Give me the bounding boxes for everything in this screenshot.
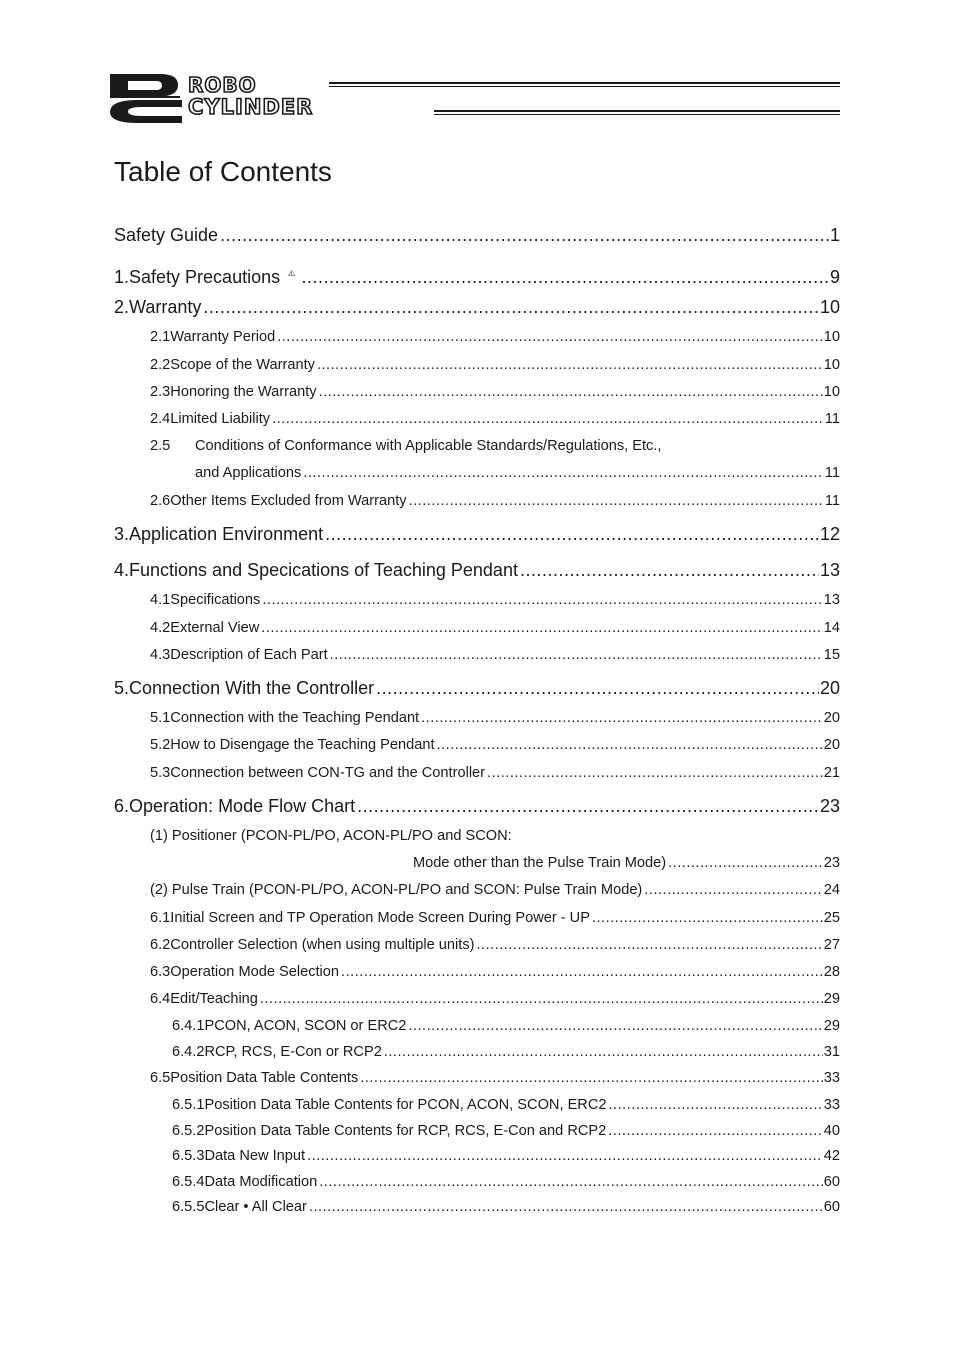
toc-page: 25 (823, 910, 840, 926)
toc-entry-6[interactable] (114, 796, 840, 817)
logo-word-robo: ROBO (188, 73, 257, 97)
toc-entry-6-5-5[interactable] (172, 1199, 840, 1215)
toc-leader (261, 620, 823, 636)
toc-entry-4[interactable] (114, 560, 840, 581)
toc-title: Position Data Table Contents for RCP, RCS, E-Con and RCP2 (204, 1123, 607, 1139)
toc-leader (608, 1123, 823, 1139)
toc-leader (317, 357, 823, 373)
toc-page: 29 (823, 991, 840, 1007)
toc-title: PCON, ACON, SCON or ERC2 (204, 1018, 407, 1034)
toc-page: 40 (823, 1123, 840, 1139)
toc-number: 2.4 (150, 411, 171, 427)
toc-page: 13 (819, 560, 840, 580)
toc-number: 6.5.5 (172, 1199, 205, 1215)
toc-entry-6-positioner-line2[interactable] (413, 855, 840, 871)
toc-leader (262, 592, 822, 608)
toc-number: 6.3 (150, 964, 171, 980)
toc-title-continued: and Applications (195, 465, 302, 481)
toc-leader (309, 1199, 823, 1215)
toc-entry-2-4[interactable] (150, 411, 840, 427)
toc-title: Operation Mode Selection (170, 964, 340, 980)
toc-page: 9 (829, 267, 840, 287)
toc-leader (360, 1070, 823, 1086)
toc-leader (609, 1097, 823, 1113)
toc-entry-3[interactable] (114, 524, 840, 545)
toc-title: Connection between CON-TG and the Controller (170, 765, 486, 781)
toc-leader (668, 855, 823, 871)
toc-leader (437, 737, 823, 753)
toc-number: 6.5.2 (172, 1123, 205, 1139)
toc-entry-6-1[interactable] (150, 910, 840, 926)
toc-title: Limited Liability (170, 411, 271, 427)
toc-number: 3. (114, 524, 130, 544)
toc-number: 6.4.1 (172, 1018, 205, 1034)
toc-entry-5-1[interactable] (150, 710, 840, 726)
toc-number: 4.2 (150, 620, 171, 636)
toc-entry-2-2[interactable] (150, 357, 840, 373)
toc-title: Honoring the Warranty (170, 384, 317, 400)
toc-title: Description of Each Part (170, 647, 328, 663)
toc-leader (330, 647, 823, 663)
toc-leader (592, 910, 823, 926)
toc-number: 5.2 (150, 737, 171, 753)
toc-entry-2-3[interactable] (150, 384, 840, 400)
toc-title: (2) Pulse Train (PCON-PL/PO, ACON-PL/PO and SCON: Pulse Train Mode) (150, 882, 643, 898)
toc-title: Data New Input (204, 1148, 306, 1164)
toc-title: Position Data Table Contents for PCON, ACON, SCON, ERC2 (204, 1097, 607, 1113)
toc-leader (303, 465, 824, 481)
toc-number: 2. (114, 297, 130, 317)
toc-entry-6-4[interactable] (150, 991, 840, 1007)
toc-number: 4.3 (150, 647, 171, 663)
toc-title: Functions and Specications of Teaching Pendant (129, 560, 518, 580)
toc-page: 23 (823, 855, 840, 871)
toc-page: 33 (823, 1097, 840, 1113)
toc-page: 11 (824, 411, 840, 427)
toc-entry-6-4-1[interactable] (172, 1018, 840, 1034)
warning-triangle-icon (288, 263, 295, 283)
toc-page: 60 (823, 1199, 840, 1215)
toc-leader (277, 329, 823, 345)
toc-entry-5[interactable] (114, 678, 840, 699)
toc-leader (220, 225, 829, 246)
toc-leader (476, 937, 822, 953)
toc-title: Scope of the Warranty (170, 357, 315, 373)
toc-leader (520, 560, 819, 581)
toc-page: 14 (823, 620, 840, 636)
toc-number: 6.5.1 (172, 1097, 205, 1113)
toc-title: Data Modification (204, 1174, 318, 1190)
toc-page: 11 (824, 465, 840, 481)
toc-entry-6-5-2[interactable] (172, 1123, 840, 1139)
toc-entry-6-5-3[interactable] (172, 1148, 840, 1164)
toc-entry-6-3[interactable] (150, 964, 840, 980)
toc-page: 27 (823, 937, 840, 953)
toc-number: 2.5 (150, 438, 171, 454)
toc-entry-2-1[interactable] (150, 329, 840, 345)
toc-page: 60 (823, 1174, 840, 1190)
toc-leader (341, 964, 823, 980)
toc-page: 20 (819, 678, 840, 698)
toc-number: 2.3 (150, 384, 171, 400)
toc-entry-6-5-4[interactable] (172, 1174, 840, 1190)
toc-page: 31 (823, 1044, 840, 1060)
toc-number: 6.4.2 (172, 1044, 205, 1060)
toc-page: 15 (823, 647, 840, 663)
toc-number: 1. (114, 267, 130, 287)
toc-leader (319, 1174, 823, 1190)
toc-page: 20 (823, 710, 840, 726)
toc-title: Specifications (170, 592, 261, 608)
toc-number: 4.1 (150, 592, 171, 608)
toc-title: External View (170, 620, 260, 636)
toc-entry-5-2[interactable] (150, 737, 840, 753)
toc-number: 6.2 (150, 937, 171, 953)
toc-title: Warranty (129, 297, 202, 317)
toc-title: Application Environment (129, 524, 324, 544)
toc-leader (409, 493, 824, 509)
toc-title: Warranty Period (170, 329, 276, 345)
toc-title-continued: Mode other than the Pulse Train Mode) (413, 855, 667, 871)
toc-leader (376, 678, 819, 699)
toc-page: 12 (819, 524, 840, 544)
toc-title: Safety Guide (114, 225, 219, 245)
toc-entry-4-2[interactable] (150, 620, 840, 636)
toc-number: 6.5.4 (172, 1174, 205, 1190)
toc-title: How to Disengage the Teaching Pendant (170, 737, 435, 753)
toc-leader (307, 1148, 823, 1164)
toc-entry-1[interactable] (114, 263, 840, 288)
toc-entry-6-5-1[interactable] (172, 1097, 840, 1113)
toc-number: 6. (114, 796, 130, 816)
toc-entry-4-1[interactable] (150, 592, 840, 608)
toc-entry-6-5[interactable] (150, 1070, 840, 1086)
toc-entry-6-positioner-line1[interactable] (150, 828, 512, 844)
toc-page: 29 (823, 1018, 840, 1034)
toc-leader (421, 710, 823, 726)
toc-title: Safety Precautions (129, 267, 281, 287)
toc-page: 28 (823, 964, 840, 980)
toc-page: 13 (823, 592, 840, 608)
toc-leader (260, 991, 823, 1007)
toc-title: (1) Positioner (PCON-PL/PO, ACON-PL/PO and SCON: (150, 828, 512, 844)
toc-entry-4-3[interactable] (150, 647, 840, 663)
toc-page: 1 (829, 225, 840, 245)
toc-title: Conditions of Conformance with Applicable Standards/Regulations, Etc., (195, 438, 662, 454)
toc-leader (357, 796, 819, 817)
toc-entry-safety-guide[interactable] (114, 225, 840, 246)
toc-leader (325, 524, 819, 545)
toc-number: 5. (114, 678, 130, 698)
toc-entry-5-3[interactable] (150, 765, 840, 781)
toc-page: 10 (823, 384, 840, 400)
logo-word-cylinder: CYLINDER (188, 95, 314, 119)
toc-entry-6-2[interactable] (150, 937, 840, 953)
toc-number: 6.1 (150, 910, 171, 926)
toc-number: 4. (114, 560, 130, 580)
page-title: Table of Contents (114, 156, 332, 187)
toc-number: 6.5.3 (172, 1148, 205, 1164)
toc-page: 33 (823, 1070, 840, 1086)
toc-number: 2.1 (150, 329, 171, 345)
toc-entry-6-pulse-train[interactable] (150, 882, 840, 898)
toc-title: Clear • All Clear (204, 1199, 307, 1215)
toc-page: 10 (823, 357, 840, 373)
toc-entry-2-6[interactable] (150, 493, 840, 509)
toc-page: 10 (819, 297, 840, 317)
toc-leader (301, 267, 829, 288)
toc-leader (319, 384, 823, 400)
toc-entry-6-4-2[interactable] (172, 1044, 840, 1060)
toc-page: 23 (819, 796, 840, 816)
toc-title: Edit/Teaching (170, 991, 258, 1007)
toc-number: 2.2 (150, 357, 171, 373)
toc-title: Operation: Mode Flow Chart (129, 796, 356, 816)
toc-leader (203, 297, 819, 318)
toc-number: 5.3 (150, 765, 171, 781)
toc-leader (384, 1044, 823, 1060)
toc-title: Other Items Excluded from Warranty (170, 493, 407, 509)
toc-entry-2-5-line1[interactable] (150, 438, 661, 454)
toc-title: Controller Selection (when using multiple units) (170, 937, 475, 953)
toc-page: 10 (823, 329, 840, 345)
toc-leader (644, 882, 822, 898)
toc-number: 6.5 (150, 1070, 171, 1086)
toc-title: Initial Screen and TP Operation Mode Screen During Power - UP (170, 910, 590, 926)
toc-number: 2.6 (150, 493, 171, 509)
toc-leader (487, 765, 823, 781)
toc-page: 20 (823, 737, 840, 753)
toc-title: Connection With the Controller (129, 678, 375, 698)
toc-entry-2[interactable] (114, 297, 840, 318)
toc-title: RCP, RCS, E-Con or RCP2 (204, 1044, 382, 1060)
toc-page: 11 (824, 493, 840, 509)
toc-leader (272, 411, 824, 427)
toc-page: 21 (823, 765, 840, 781)
toc-title: Connection with the Teaching Pendant (170, 710, 420, 726)
toc-number: 5.1 (150, 710, 171, 726)
toc-number: 6.4 (150, 991, 171, 1007)
toc-page: 24 (823, 882, 840, 898)
toc-title: Position Data Table Contents (170, 1070, 359, 1086)
toc-leader (408, 1018, 822, 1034)
toc-entry-2-5-line2[interactable] (195, 465, 840, 481)
toc-page: 42 (823, 1148, 840, 1164)
